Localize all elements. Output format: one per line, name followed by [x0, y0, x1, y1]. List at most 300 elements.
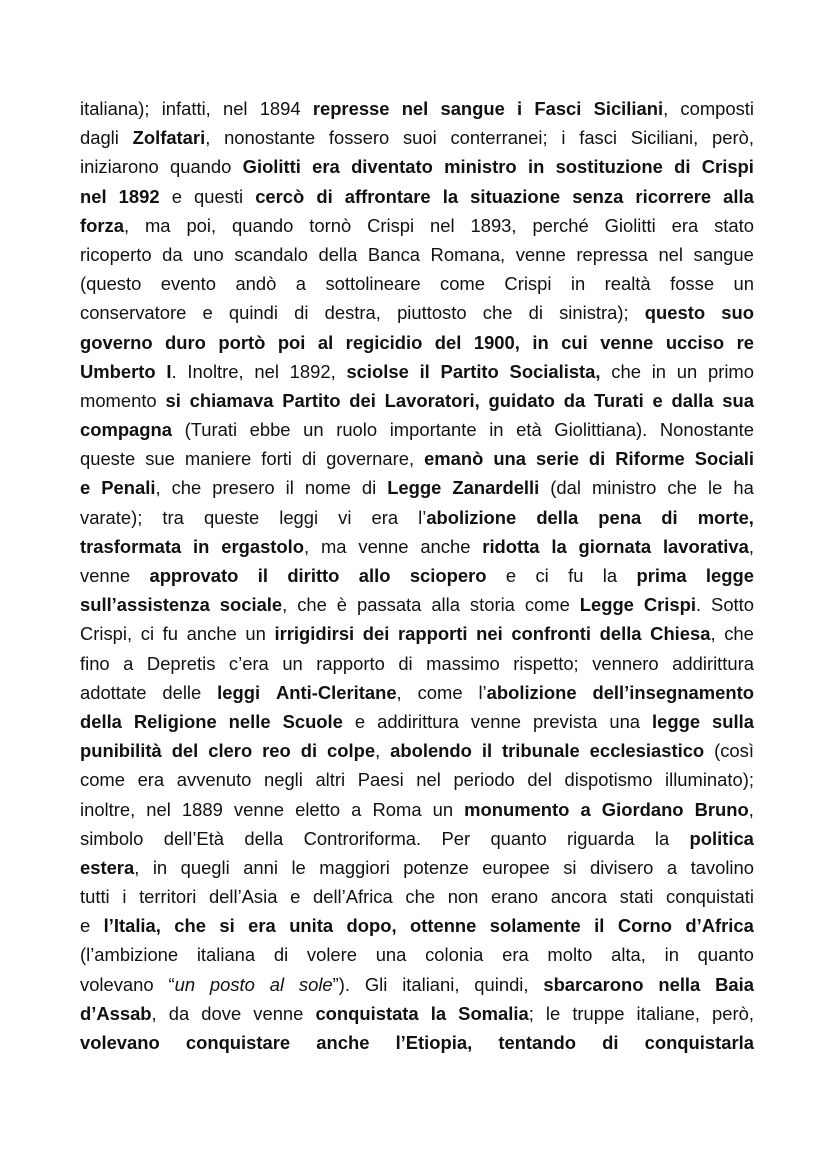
word: colpe, — [327, 740, 381, 762]
word: Zolfatari, — [132, 127, 211, 149]
word: venne — [358, 535, 409, 557]
word: ergastolo, — [221, 535, 310, 557]
word: conterranei; — [450, 127, 548, 149]
word: d’Assab, — [80, 1002, 157, 1024]
word: Per — [441, 827, 471, 849]
word: come — [417, 681, 463, 703]
word: ministro — [591, 477, 657, 499]
word: eletto — [295, 798, 341, 820]
word: ridotta — [482, 535, 540, 557]
word: avvenuto — [176, 769, 252, 791]
word: in — [193, 535, 210, 557]
word: illuminato); — [665, 769, 754, 791]
word: si — [563, 856, 577, 878]
word: la — [442, 185, 459, 207]
word: fino — [80, 652, 110, 674]
word: diritto — [287, 565, 340, 586]
word: il — [481, 740, 493, 762]
word: di — [661, 506, 678, 528]
word: volevano — [80, 1032, 160, 1053]
word: c’era — [228, 652, 269, 674]
word: una — [493, 448, 527, 470]
word: addirittura — [672, 652, 754, 674]
word: della — [80, 710, 122, 732]
word: composti — [680, 98, 754, 119]
word: poi — [277, 331, 306, 353]
word: sinistra); — [559, 302, 629, 324]
word: poi, — [186, 214, 217, 236]
word: nel — [658, 243, 683, 265]
word: a — [666, 856, 678, 878]
word: sangue — [440, 98, 505, 119]
word: Somalia; — [458, 1002, 534, 1024]
word: un — [245, 623, 266, 645]
word: colonia — [425, 944, 484, 966]
word: molto — [547, 944, 593, 966]
word: infatti, — [161, 98, 211, 119]
word: morte, — [697, 506, 754, 528]
word: Giolittiana). — [554, 419, 648, 441]
word: destra, — [324, 302, 381, 324]
word: Zanardelli — [452, 477, 540, 499]
word: 1892, — [289, 360, 336, 382]
word: Giolitti — [242, 156, 301, 178]
word: duro — [165, 331, 206, 353]
word: ricorrere — [635, 185, 712, 207]
word: questi — [194, 185, 244, 207]
word: sangue — [693, 243, 754, 265]
word: l’abolizione — [418, 506, 517, 528]
word: situazione — [470, 185, 561, 207]
word: di — [300, 740, 318, 762]
text-line — [80, 853, 754, 882]
word: sciolse — [346, 360, 409, 382]
word: a — [351, 798, 362, 820]
word: diventato — [351, 156, 433, 178]
word: nel — [146, 798, 171, 820]
word: realtà — [604, 273, 651, 295]
word: si — [165, 389, 181, 411]
word: leggi — [279, 506, 319, 528]
word: la — [430, 1002, 447, 1024]
text-line — [80, 182, 754, 211]
word: truppe — [572, 1002, 625, 1024]
word: “un — [168, 973, 196, 995]
word: era — [502, 944, 529, 966]
word: queste — [203, 506, 260, 528]
word: italiani, — [402, 973, 460, 995]
word: sciopero — [409, 565, 487, 586]
word: (questo — [80, 273, 142, 295]
word: di — [588, 448, 606, 470]
word: e — [652, 389, 663, 411]
word: unita — [289, 915, 334, 937]
word: quegli — [180, 856, 230, 878]
word: ha — [733, 477, 754, 499]
word: Legge — [387, 477, 442, 499]
word: il — [419, 360, 430, 382]
word: nonostante — [224, 127, 316, 149]
word: era — [137, 769, 165, 791]
word: perché — [532, 214, 589, 236]
word: importante — [389, 419, 477, 441]
word: serie — [535, 448, 579, 470]
word: compagna — [80, 419, 172, 441]
word: di — [674, 156, 691, 178]
word: clero — [208, 740, 253, 762]
word: conquistare — [185, 1032, 291, 1053]
word: Crispi — [367, 214, 415, 236]
word: sociale, — [219, 594, 288, 616]
text-line — [80, 444, 754, 473]
word: e — [505, 565, 517, 586]
word: del — [171, 740, 199, 762]
word: ancora — [550, 886, 607, 908]
word: del — [434, 331, 462, 353]
word: fu — [568, 565, 584, 586]
word: leggi — [217, 681, 261, 703]
word: Partito — [440, 360, 499, 382]
word: era — [371, 506, 399, 528]
word: quindi, — [474, 973, 529, 995]
word: e — [202, 302, 213, 324]
word: Corno — [617, 915, 672, 937]
word: al — [317, 331, 334, 353]
word: venne — [80, 565, 131, 586]
word: quando — [170, 156, 232, 178]
word: Riforme — [615, 448, 685, 470]
word: Penali, — [101, 477, 161, 499]
word: conquistati — [666, 886, 754, 908]
word: Giolitti — [604, 214, 656, 236]
word: italiana — [196, 944, 256, 966]
word: Inoltre, — [187, 360, 244, 382]
word: l’Italia, — [103, 915, 161, 937]
word: sole”). — [298, 973, 351, 995]
word: erano — [491, 886, 539, 908]
word: non — [447, 886, 479, 908]
word: (Turati — [184, 419, 238, 441]
word: di — [316, 185, 333, 207]
word: i — [517, 98, 523, 119]
text-line — [80, 152, 754, 181]
word: da — [162, 243, 183, 265]
word: sua — [722, 389, 754, 411]
word: a — [123, 652, 134, 674]
word: alta, — [611, 944, 646, 966]
word: ricoperto — [80, 243, 152, 265]
word: quanto — [490, 827, 547, 849]
word: confronti — [511, 623, 591, 645]
word: cui — [561, 331, 588, 353]
text-line — [80, 678, 754, 707]
word: era — [312, 156, 340, 178]
word: tutti — [80, 886, 110, 908]
word: che — [297, 594, 327, 616]
word: momento — [80, 389, 157, 411]
word: della — [536, 506, 579, 528]
text-line — [80, 328, 754, 357]
word: affrontare — [344, 185, 431, 207]
word: era — [248, 915, 276, 937]
word: da — [168, 1002, 190, 1024]
word: al — [269, 973, 285, 995]
word: Religione — [133, 710, 217, 732]
word: nel — [222, 98, 248, 119]
word: volevano — [80, 973, 154, 995]
word: legge — [705, 565, 754, 586]
word: andò — [235, 273, 277, 295]
word: repressa — [576, 243, 648, 265]
word: Siciliani, — [593, 98, 669, 119]
word: negli — [264, 769, 303, 791]
word: dagli — [80, 127, 119, 149]
word: punibilità — [80, 740, 162, 762]
word: rispetto; — [513, 652, 579, 674]
word: il — [285, 477, 294, 499]
word: dell’insegnamento — [592, 681, 754, 703]
word: inoltre, — [80, 798, 136, 820]
text-line — [80, 415, 754, 444]
word: il — [257, 565, 268, 586]
word: Giordano — [601, 798, 684, 820]
word: approvato — [149, 565, 239, 586]
word: delle — [162, 681, 202, 703]
word: (così — [714, 740, 754, 762]
word: a — [295, 273, 307, 295]
word: una — [609, 710, 641, 732]
word: periodo — [453, 769, 515, 791]
word: anche — [316, 1032, 370, 1053]
word: venne — [233, 798, 285, 820]
word: tornò — [309, 214, 352, 236]
word: dell’Età — [163, 827, 225, 849]
word: guidato — [488, 389, 555, 411]
word: Nonostante — [659, 419, 754, 441]
word: politica — [689, 827, 754, 849]
word: massimo — [426, 652, 500, 674]
word: era — [671, 214, 699, 236]
word: forti — [261, 448, 292, 470]
word: forza, — [80, 214, 130, 236]
word: che — [667, 477, 698, 499]
word: in — [527, 156, 545, 178]
word: che — [171, 477, 202, 499]
word: rapporto — [316, 652, 385, 674]
text-line — [80, 123, 754, 152]
word: e — [80, 477, 91, 499]
word: in — [489, 419, 504, 441]
word: le — [708, 477, 723, 499]
text-line — [80, 824, 754, 853]
word: Crispi — [701, 156, 754, 178]
word: si — [219, 915, 235, 937]
word: nel — [80, 185, 107, 207]
word: Controriforma. — [303, 827, 422, 849]
word: suoi — [402, 127, 437, 149]
text-line — [80, 649, 754, 678]
word: europee — [482, 856, 550, 878]
word: (dal — [550, 477, 581, 499]
word: nelle — [228, 710, 271, 732]
text-line — [80, 707, 754, 736]
word: allo — [358, 565, 391, 586]
word: le — [545, 1002, 561, 1024]
word: una — [375, 944, 407, 966]
word: Anti-Cleritane, — [275, 681, 402, 703]
word: venne — [600, 331, 654, 353]
word: italiana); — [80, 98, 150, 119]
word: nei — [476, 623, 503, 645]
word: 1894 — [259, 98, 301, 119]
text-line — [80, 795, 754, 824]
word: nel — [254, 360, 279, 382]
word: sue — [145, 448, 175, 470]
word: Romana, — [430, 243, 506, 265]
text-line — [80, 970, 754, 999]
word: reo — [262, 740, 291, 762]
word: Siciliani, — [630, 127, 699, 149]
word: in — [664, 944, 679, 966]
word: età — [516, 419, 542, 441]
word: territori — [139, 886, 197, 908]
word: un — [733, 273, 754, 295]
word: della — [599, 623, 642, 645]
word: fu — [162, 623, 178, 645]
word: fossero — [328, 127, 390, 149]
word: e — [354, 710, 366, 732]
word: uno — [193, 243, 224, 265]
word: come — [80, 769, 125, 791]
word: Scuole — [282, 710, 343, 732]
word: iniziarono — [80, 156, 159, 178]
text-line — [80, 999, 754, 1028]
word: alla — [431, 594, 460, 616]
word: varate); — [80, 506, 143, 528]
word: la — [654, 827, 670, 849]
word: che — [174, 915, 206, 937]
word: come — [440, 273, 485, 295]
word: Paesi — [357, 769, 404, 791]
word: che — [405, 886, 436, 908]
word: sbarcarono — [543, 973, 644, 995]
word: prevista — [532, 710, 598, 732]
word: Socialista, — [509, 360, 601, 382]
word: senza — [572, 185, 624, 207]
word: abolendo — [390, 740, 472, 762]
word: vennero — [592, 652, 659, 674]
text-line — [80, 736, 754, 765]
word: divisero — [589, 856, 654, 878]
word: di — [602, 1032, 619, 1053]
word: Baia — [715, 973, 754, 995]
word: Depretis — [146, 652, 216, 674]
word: Sociali — [694, 448, 754, 470]
word: legge — [652, 710, 701, 732]
word: I. — [166, 360, 177, 382]
text-line — [80, 765, 754, 794]
word: chiamava — [189, 389, 274, 411]
text-line — [80, 269, 754, 298]
word: venne — [515, 243, 566, 265]
word: irrigidirsi — [274, 623, 355, 645]
word: a — [580, 798, 591, 820]
word: Roma — [372, 798, 422, 820]
word: dei — [362, 623, 390, 645]
word: ma — [144, 214, 171, 236]
word: un — [432, 798, 454, 820]
word: sottolineare — [325, 273, 421, 295]
word: altri — [315, 769, 346, 791]
word: 1893, — [470, 214, 517, 236]
word: dove — [201, 1002, 242, 1024]
word: conservatore — [80, 302, 187, 324]
word: sull’assistenza — [80, 594, 210, 616]
word: un — [303, 419, 324, 441]
word: la — [551, 535, 567, 557]
text-line — [80, 240, 754, 269]
word: suo — [721, 302, 754, 324]
word: tavolino — [690, 856, 754, 878]
word: in — [651, 360, 667, 382]
word: i — [122, 886, 127, 908]
word: venne — [470, 710, 521, 732]
word: Chiesa, — [650, 623, 716, 645]
word: di — [398, 652, 413, 674]
word: rapporti — [398, 623, 468, 645]
word: conquistata — [315, 1002, 419, 1024]
word: Lavoratori, — [384, 389, 480, 411]
word: nel — [416, 769, 441, 791]
text-line — [80, 1028, 754, 1057]
word: questo — [644, 302, 706, 324]
word: represse — [312, 98, 390, 119]
text-line — [80, 911, 754, 940]
word: primo — [707, 360, 754, 382]
word: Legge — [579, 594, 634, 616]
word: un — [282, 652, 303, 674]
word: piuttosto — [397, 302, 467, 324]
word: e — [80, 915, 91, 937]
text-line — [80, 211, 754, 240]
word: di — [273, 944, 289, 966]
word: della — [318, 243, 358, 265]
word: ucciso — [665, 331, 725, 353]
word: italiane, — [636, 1002, 700, 1024]
word: nel — [430, 214, 455, 236]
word: d’Africa — [685, 915, 754, 937]
word: ci — [535, 565, 549, 586]
word: tra — [162, 506, 184, 528]
word: ministro — [444, 156, 517, 178]
word: portò — [218, 331, 266, 353]
word: presero — [212, 477, 275, 499]
text-line — [80, 619, 754, 648]
word: evento — [160, 273, 216, 295]
word: Turati — [593, 389, 644, 411]
text-line — [80, 590, 754, 619]
text-line — [80, 298, 754, 327]
word: governare, — [326, 448, 415, 470]
word: sostituzione — [555, 156, 663, 178]
word: di — [301, 448, 317, 470]
word: Crispi — [504, 273, 552, 295]
word: addirittura — [377, 710, 459, 732]
word: stati — [619, 886, 654, 908]
word: tribunale — [502, 740, 580, 762]
word: vi — [338, 506, 352, 528]
word: venne — [253, 1002, 304, 1024]
